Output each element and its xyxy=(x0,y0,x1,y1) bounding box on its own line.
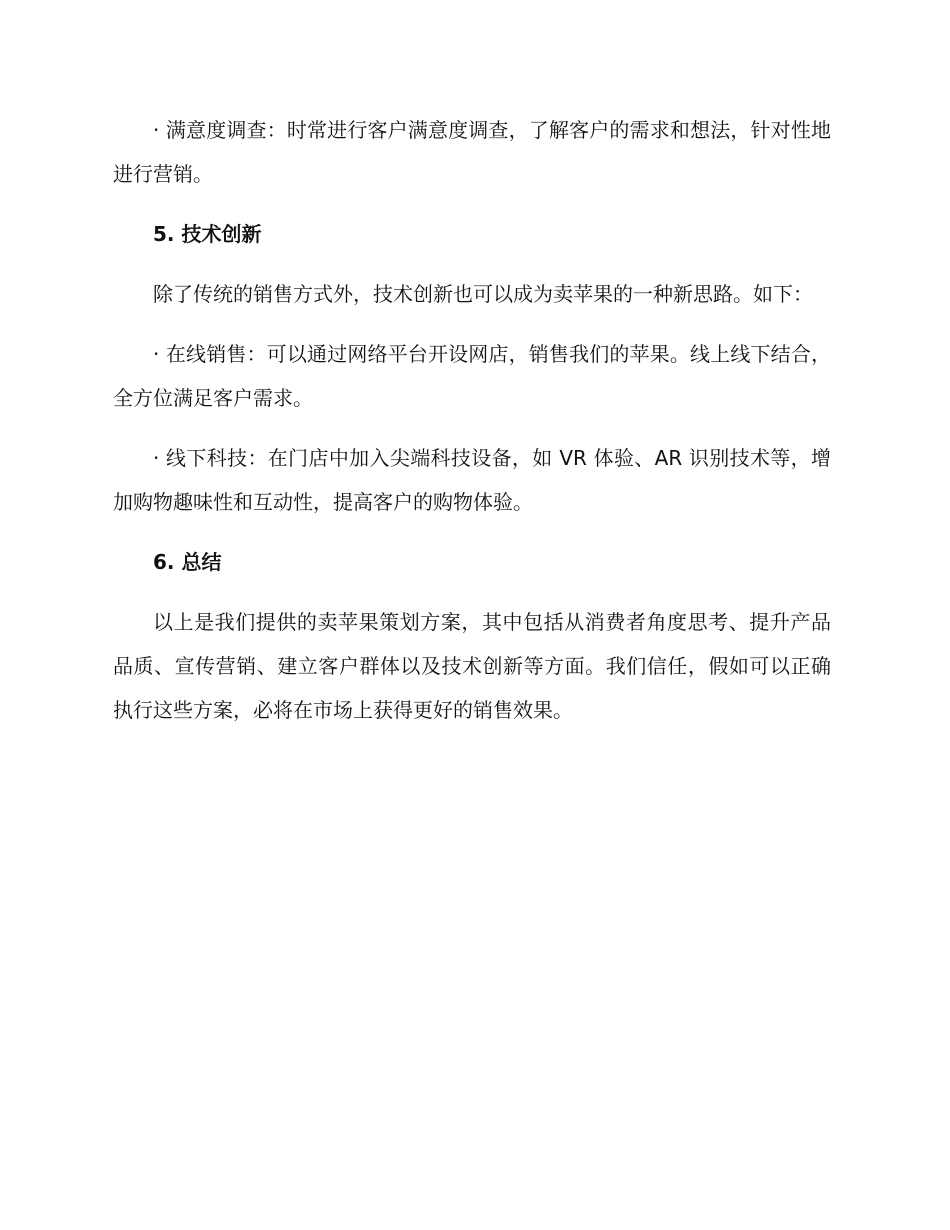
paragraph-tech-intro: 除了传统的销售方式外，技术创新也可以成为卖苹果的一种新思路。如下： xyxy=(153,282,813,306)
paragraph-offline-tech: · 线下科技：在门店中加入尖端科技设备，如 VR 体验、AR 识别技术等，增加购物趣味性和互动性，提高客户的购物体验。 xyxy=(113,446,831,514)
paragraph-satisfaction-survey: · 满意度调查：时常进行客户满意度调查，了解客户的需求和想法，针对性地进行营销。 xyxy=(113,118,831,186)
section-heading-summary: 6. 总结 xyxy=(153,550,222,574)
paragraph-online-sales: · 在线销售：可以通过网络平台开设网店，销售我们的苹果。线上线下结合，全方位满足客户需求。 xyxy=(113,342,831,410)
paragraph-summary: 以上是我们提供的卖苹果策划方案，其中包括从消费者角度思考、提升产品品质、宣传营销、建立客户群体以及技术创新等方面。我们信任，假如可以正确执行这些方案，必将在市场上获得更好的销售效果。 xyxy=(113,610,831,722)
section-heading-tech-innovation: 5. 技术创新 xyxy=(153,222,262,246)
document-page xyxy=(113,108,831,748)
